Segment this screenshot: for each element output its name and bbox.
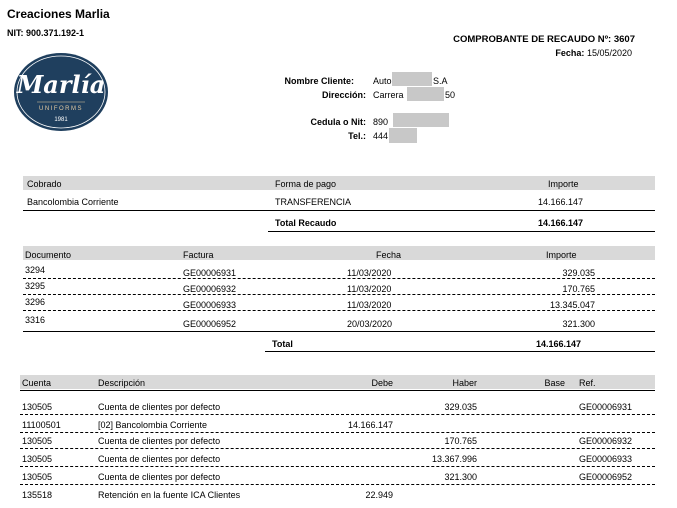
doc-number: 3316 xyxy=(25,315,46,325)
documents-total-label: Total xyxy=(272,339,293,349)
client-id-value: 890 xyxy=(373,117,389,127)
account-cuenta: 130505 xyxy=(22,454,53,464)
row-divider xyxy=(23,278,655,279)
accounts-header-descripcion: Descripción xyxy=(98,378,146,388)
payments-header-cobrado: Cobrado xyxy=(27,179,62,189)
account-cuenta: 11100501 xyxy=(22,420,61,430)
payments-total-label: Total Recaudo xyxy=(275,218,337,228)
account-cuenta: 130505 xyxy=(22,436,53,446)
doc-importe: 329.035 xyxy=(562,268,595,278)
doc-number: 3294 xyxy=(25,265,46,275)
row-divider xyxy=(20,432,655,433)
doc-importe: 13.345.047 xyxy=(549,300,595,310)
account-descripcion: Cuenta de clientes por defecto xyxy=(98,436,221,446)
row-divider xyxy=(23,294,655,295)
doc-factura: GE00006932 xyxy=(183,284,237,294)
client-phone-label: Tel.: xyxy=(348,131,366,141)
doc-factura: GE00006933 xyxy=(183,300,237,310)
accounts-header-ref: Ref. xyxy=(579,378,596,388)
accounts-header-haber: Haber xyxy=(452,378,477,388)
client-address-start: Carrera xyxy=(373,90,404,100)
divider xyxy=(23,331,655,332)
client-address-label: Dirección: xyxy=(321,90,366,100)
account-haber: 329.035 xyxy=(444,402,477,412)
company-logo xyxy=(9,50,113,134)
redaction-box xyxy=(393,113,449,127)
accounts-header-base: Base xyxy=(544,378,565,388)
documents-header-factura: Factura xyxy=(183,250,214,260)
payments-header-forma: Forma de pago xyxy=(275,179,337,189)
client-name-end: S.A xyxy=(433,76,448,86)
documents-header-importe: Importe xyxy=(546,250,577,260)
date-label: Fecha: xyxy=(555,48,585,58)
account-descripcion: Cuenta de clientes por defecto xyxy=(98,454,221,464)
row-divider xyxy=(20,414,655,415)
client-phone-value: 444 xyxy=(373,131,389,141)
row-divider xyxy=(20,484,655,485)
accounts-header-debe: Debe xyxy=(371,378,393,388)
account-debe: 14.166.147 xyxy=(347,420,393,430)
accounts-header-cuenta: Cuenta xyxy=(22,378,52,388)
payment-cobrado: Bancolombia Corriente xyxy=(27,197,119,207)
account-descripcion: Retención en la fuente ICA Clientes xyxy=(98,490,241,500)
account-descripcion: [02] Bancolombia Corriente xyxy=(98,420,208,430)
doc-importe: 170.765 xyxy=(562,284,595,294)
account-haber: 13.367.996 xyxy=(431,454,477,464)
doc-fecha: 20/03/2020 xyxy=(347,319,393,329)
account-ref: GE00006933 xyxy=(579,454,633,464)
doc-factura: GE00006952 xyxy=(183,319,237,329)
account-ref: GE00006952 xyxy=(579,472,633,482)
receipt-title: COMPROBANTE DE RECAUDO Nº: 3607 xyxy=(453,34,635,45)
row-divider xyxy=(23,310,655,311)
account-haber: 321.300 xyxy=(444,472,477,482)
divider xyxy=(265,351,655,352)
company-name: Creaciones Marlia xyxy=(7,7,110,21)
doc-factura: GE00006931 xyxy=(183,268,237,278)
account-cuenta: 135518 xyxy=(22,490,53,500)
account-descripcion: Cuenta de clientes por defecto xyxy=(98,472,221,482)
divider xyxy=(268,231,655,232)
payment-importe: 14.166.147 xyxy=(537,197,583,207)
doc-number: 3295 xyxy=(25,281,46,291)
payments-header-importe: Importe xyxy=(548,179,579,189)
client-id-label: Cedula o Nit: xyxy=(310,117,366,127)
divider xyxy=(20,390,655,391)
account-ref: GE00006931 xyxy=(579,402,633,412)
row-divider xyxy=(20,448,655,449)
client-name-label: Nombre Cliente: xyxy=(284,76,354,86)
payments-total-value: 14.166.147 xyxy=(537,218,583,228)
redaction-box xyxy=(389,128,417,143)
doc-fecha: 11/03/2020 xyxy=(347,268,392,278)
account-cuenta: 130505 xyxy=(22,402,53,412)
doc-number: 3296 xyxy=(25,297,46,307)
doc-importe: 321.300 xyxy=(562,319,595,329)
account-descripcion: Cuenta de clientes por defecto xyxy=(98,402,221,412)
company-nit: NIT: 900.371.192-1 xyxy=(7,28,85,38)
account-cuenta: 130505 xyxy=(22,472,53,482)
account-ref: GE00006932 xyxy=(579,436,633,446)
date-value: 15/05/2020 xyxy=(586,48,632,58)
svg-text:UNIFORMS: UNIFORMS xyxy=(39,106,83,112)
documents-header-fecha: Fecha xyxy=(376,250,402,260)
redaction-box xyxy=(407,87,444,101)
client-address-end: 50 xyxy=(445,90,456,100)
svg-text:Marlía: Marlía xyxy=(16,70,106,99)
documents-total-value: 14.166.147 xyxy=(535,339,581,349)
row-divider xyxy=(20,466,655,467)
account-haber: 170.765 xyxy=(444,436,477,446)
divider xyxy=(23,210,655,211)
payment-forma: TRANSFERENCIA xyxy=(275,197,352,207)
account-debe: 22.949 xyxy=(365,490,393,500)
doc-fecha: 11/03/2020 xyxy=(347,300,392,310)
documents-header-documento: Documento xyxy=(25,250,72,260)
svg-text:1981: 1981 xyxy=(54,117,68,123)
redaction-box xyxy=(392,72,432,86)
doc-fecha: 11/03/2020 xyxy=(347,284,392,294)
client-name-start: Auto xyxy=(373,76,392,86)
